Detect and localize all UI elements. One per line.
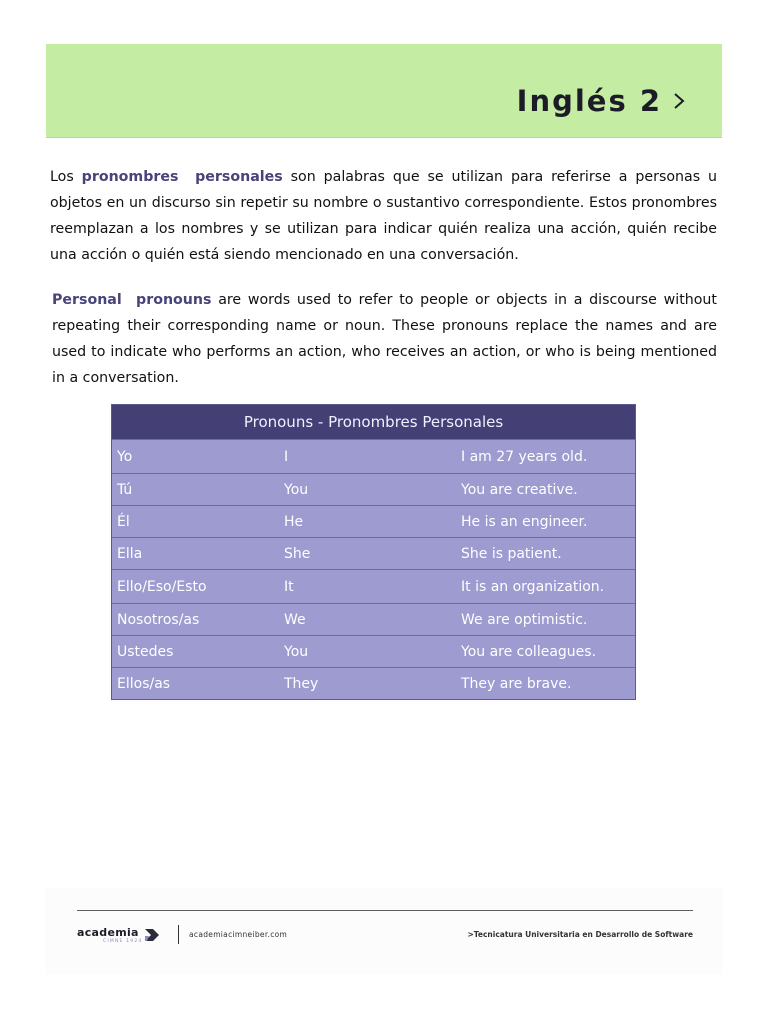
example-cell: They are brave. [461, 675, 572, 692]
footer-vertical-divider [178, 925, 179, 944]
footer-program: >Tecnicatura Universitaria en Desarrollo de Software [467, 930, 693, 939]
pronoun-es-cell: Ello/Eso/Esto [117, 578, 207, 595]
pronoun-en-cell: You [284, 481, 309, 498]
table-row [112, 473, 635, 505]
footer-url[interactable]: academiacimneiber.com [189, 930, 288, 939]
pronoun-es-cell: Él [117, 513, 130, 530]
intro-en-rest: are words used to refer to people or objects in a discourse without repeating their corresponding name or noun. These pronouns replace the names and are used to indicate who performs an action, who receives an action, or who is being mentioned in a conversation. [52, 292, 717, 386]
pronoun-en-cell: It [284, 578, 294, 595]
academia-logo [77, 927, 160, 945]
pronoun-en-cell: They [284, 675, 319, 692]
logo-text: academia [77, 926, 139, 939]
intro-en-term: Personal pronouns [52, 292, 212, 308]
logo-subtext: CIMNE 1924 [103, 939, 143, 944]
intro-paragraph-es [50, 164, 717, 268]
pronoun-en-cell: We [284, 611, 306, 628]
example-cell: We are optimistic. [461, 611, 588, 628]
academia-logo-mark-icon [144, 927, 160, 943]
example-cell: He is an engineer. [461, 513, 588, 530]
chevron-right-icon [672, 91, 686, 111]
pronouns-table-body [112, 439, 635, 699]
intro-paragraph-en [52, 287, 717, 391]
table-row [112, 635, 635, 667]
table-row [112, 439, 635, 473]
table-row [112, 537, 635, 569]
table-row [112, 505, 635, 537]
pronoun-es-cell: Ella [117, 545, 143, 562]
table-row [112, 569, 635, 603]
table-row [112, 603, 635, 635]
pronoun-en-cell: I [284, 448, 289, 465]
example-cell: She is patient. [461, 545, 562, 562]
page-title [517, 84, 686, 118]
pronoun-en-cell: She [284, 545, 311, 562]
table-row [112, 667, 635, 699]
pronoun-es-cell: Ustedes [117, 643, 174, 660]
intro-es-lead: Los [50, 169, 74, 185]
page-title-text: Inglés 2 [516, 84, 662, 118]
footer-divider-line [77, 910, 693, 911]
pronoun-es-cell: Nosotros/as [117, 611, 200, 628]
pronoun-es-cell: Yo [117, 448, 133, 465]
example-cell: You are colleagues. [461, 643, 597, 660]
pronoun-es-cell: Tú [117, 481, 133, 498]
example-cell: I am 27 years old. [461, 448, 588, 465]
header-band [46, 44, 722, 138]
pronoun-en-cell: You [284, 643, 309, 660]
pronouns-table [111, 404, 636, 700]
example-cell: It is an organization. [461, 578, 605, 595]
pronoun-es-cell: Ellos/as [117, 675, 171, 692]
intro-es-rest: son palabras que se utilizan para referirse a personas u objetos en un discurso sin repetir su nombre o sustantivo correspondiente. Estos pronombres reemplazan a los nombres y se utilizan para indicar quién realiza una acción, quién recibe una acción o quién está siendo mencionado en una conversación. [50, 169, 718, 263]
pronoun-en-cell: He [284, 513, 304, 530]
example-cell: You are creative. [461, 481, 578, 498]
pronouns-table-title: Pronouns - Pronombres Personales [112, 405, 635, 439]
intro-es-term: pronombres personales [81, 169, 283, 185]
